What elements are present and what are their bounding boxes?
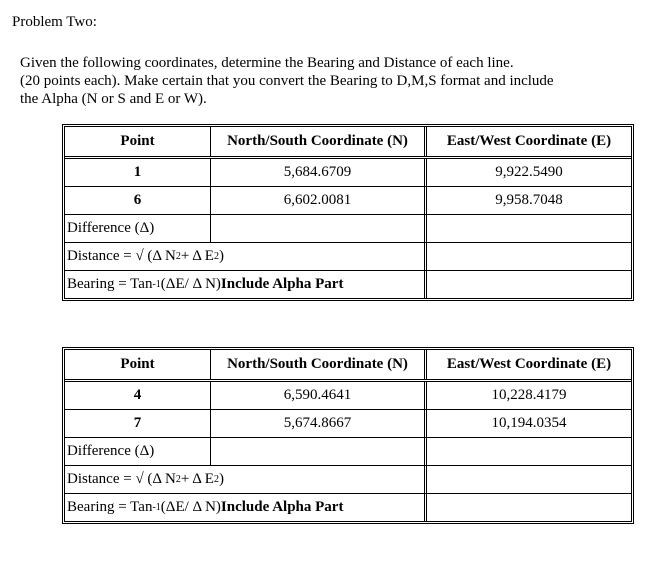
- distance-part-c: ): [218, 471, 224, 487]
- point-id: 1: [133, 164, 142, 180]
- bearing-prefix: Bearing = Tan: [67, 499, 153, 515]
- bearing-formula: Bearing = Tan -1 (ΔE/ Δ N) Include Alpha Part: [67, 276, 344, 292]
- bearing-note: Include Alpha Part: [220, 499, 344, 515]
- instruction-line-2: (20 points each). Make certain that you convert the Bearing to D,M,S format and include: [20, 73, 554, 89]
- header-northing: North/South Coordinate (N): [210, 350, 424, 379]
- distance-formula: Distance = √ (Δ N 2 + Δ E 2 ): [67, 248, 224, 264]
- distance-row: [65, 242, 631, 270]
- difference-label: Difference (Δ): [67, 443, 155, 459]
- table-row: [65, 156, 631, 186]
- easting-value: 10,194.0354: [424, 410, 631, 437]
- northing-value: 5,674.8667: [210, 410, 424, 437]
- table-row: [65, 409, 631, 437]
- instructions: [20, 54, 660, 108]
- header-point: Point: [120, 356, 155, 372]
- distance-part-c: ): [218, 248, 224, 264]
- difference-northing-blank[interactable]: [210, 215, 424, 242]
- bearing-note: Include Alpha Part: [220, 276, 344, 292]
- bearing-formula-text: (ΔE/ Δ N): [160, 276, 221, 292]
- distance-prefix: Distance =: [67, 471, 132, 487]
- difference-easting-blank[interactable]: [424, 438, 631, 465]
- bearing-formula-text: (ΔE/ Δ N): [160, 499, 221, 515]
- table-header-row: [65, 127, 631, 156]
- header-point: Point: [120, 133, 155, 149]
- point-id: 6: [133, 192, 142, 208]
- distance-part-a: √ (Δ N: [135, 471, 176, 487]
- distance-part-a: √ (Δ N: [135, 248, 176, 264]
- point-id: 4: [133, 387, 142, 403]
- coordinates-table-1: [62, 124, 634, 301]
- bearing-prefix: Bearing = Tan: [67, 276, 153, 292]
- distance-prefix: Distance =: [67, 248, 132, 264]
- northing-value: 6,602.0081: [210, 187, 424, 214]
- bearing-formula: Bearing = Tan -1 (ΔE/ Δ N) Include Alpha Part: [67, 499, 344, 515]
- difference-row: [65, 437, 631, 465]
- easting-value: 9,922.5490: [424, 159, 631, 186]
- coordinates-table-2: [62, 347, 634, 524]
- table-row: [65, 379, 631, 409]
- bearing-row: [65, 493, 631, 521]
- northing-value: 6,590.4641: [210, 382, 424, 409]
- bearing-answer-blank[interactable]: [424, 494, 631, 521]
- bearing-answer-blank[interactable]: [424, 271, 631, 298]
- difference-northing-blank[interactable]: [210, 438, 424, 465]
- distance-answer-blank[interactable]: [424, 243, 631, 270]
- northing-value: 5,684.6709: [210, 159, 424, 186]
- distance-row: [65, 465, 631, 493]
- table-row: [65, 186, 631, 214]
- problem-title: Problem Two:: [12, 14, 97, 30]
- instruction-line-3: the Alpha (N or S and E or W).: [20, 91, 207, 107]
- distance-formula: Distance = √ (Δ N 2 + Δ E 2 ): [67, 471, 224, 487]
- easting-value: 10,228.4179: [424, 382, 631, 409]
- instruction-line-1: Given the following coordinates, determine the Bearing and Distance of each line.: [20, 55, 514, 71]
- header-easting: East/West Coordinate (E): [424, 127, 631, 156]
- easting-value: 9,958.7048: [424, 187, 631, 214]
- header-northing: North/South Coordinate (N): [210, 127, 424, 156]
- bearing-row: [65, 270, 631, 298]
- difference-label: Difference (Δ): [67, 220, 155, 236]
- distance-answer-blank[interactable]: [424, 466, 631, 493]
- distance-part-b: + Δ E: [180, 248, 214, 264]
- header-easting: East/West Coordinate (E): [424, 350, 631, 379]
- point-id: 7: [133, 415, 142, 431]
- difference-easting-blank[interactable]: [424, 215, 631, 242]
- difference-row: [65, 214, 631, 242]
- distance-part-b: + Δ E: [180, 471, 214, 487]
- table-header-row: [65, 350, 631, 379]
